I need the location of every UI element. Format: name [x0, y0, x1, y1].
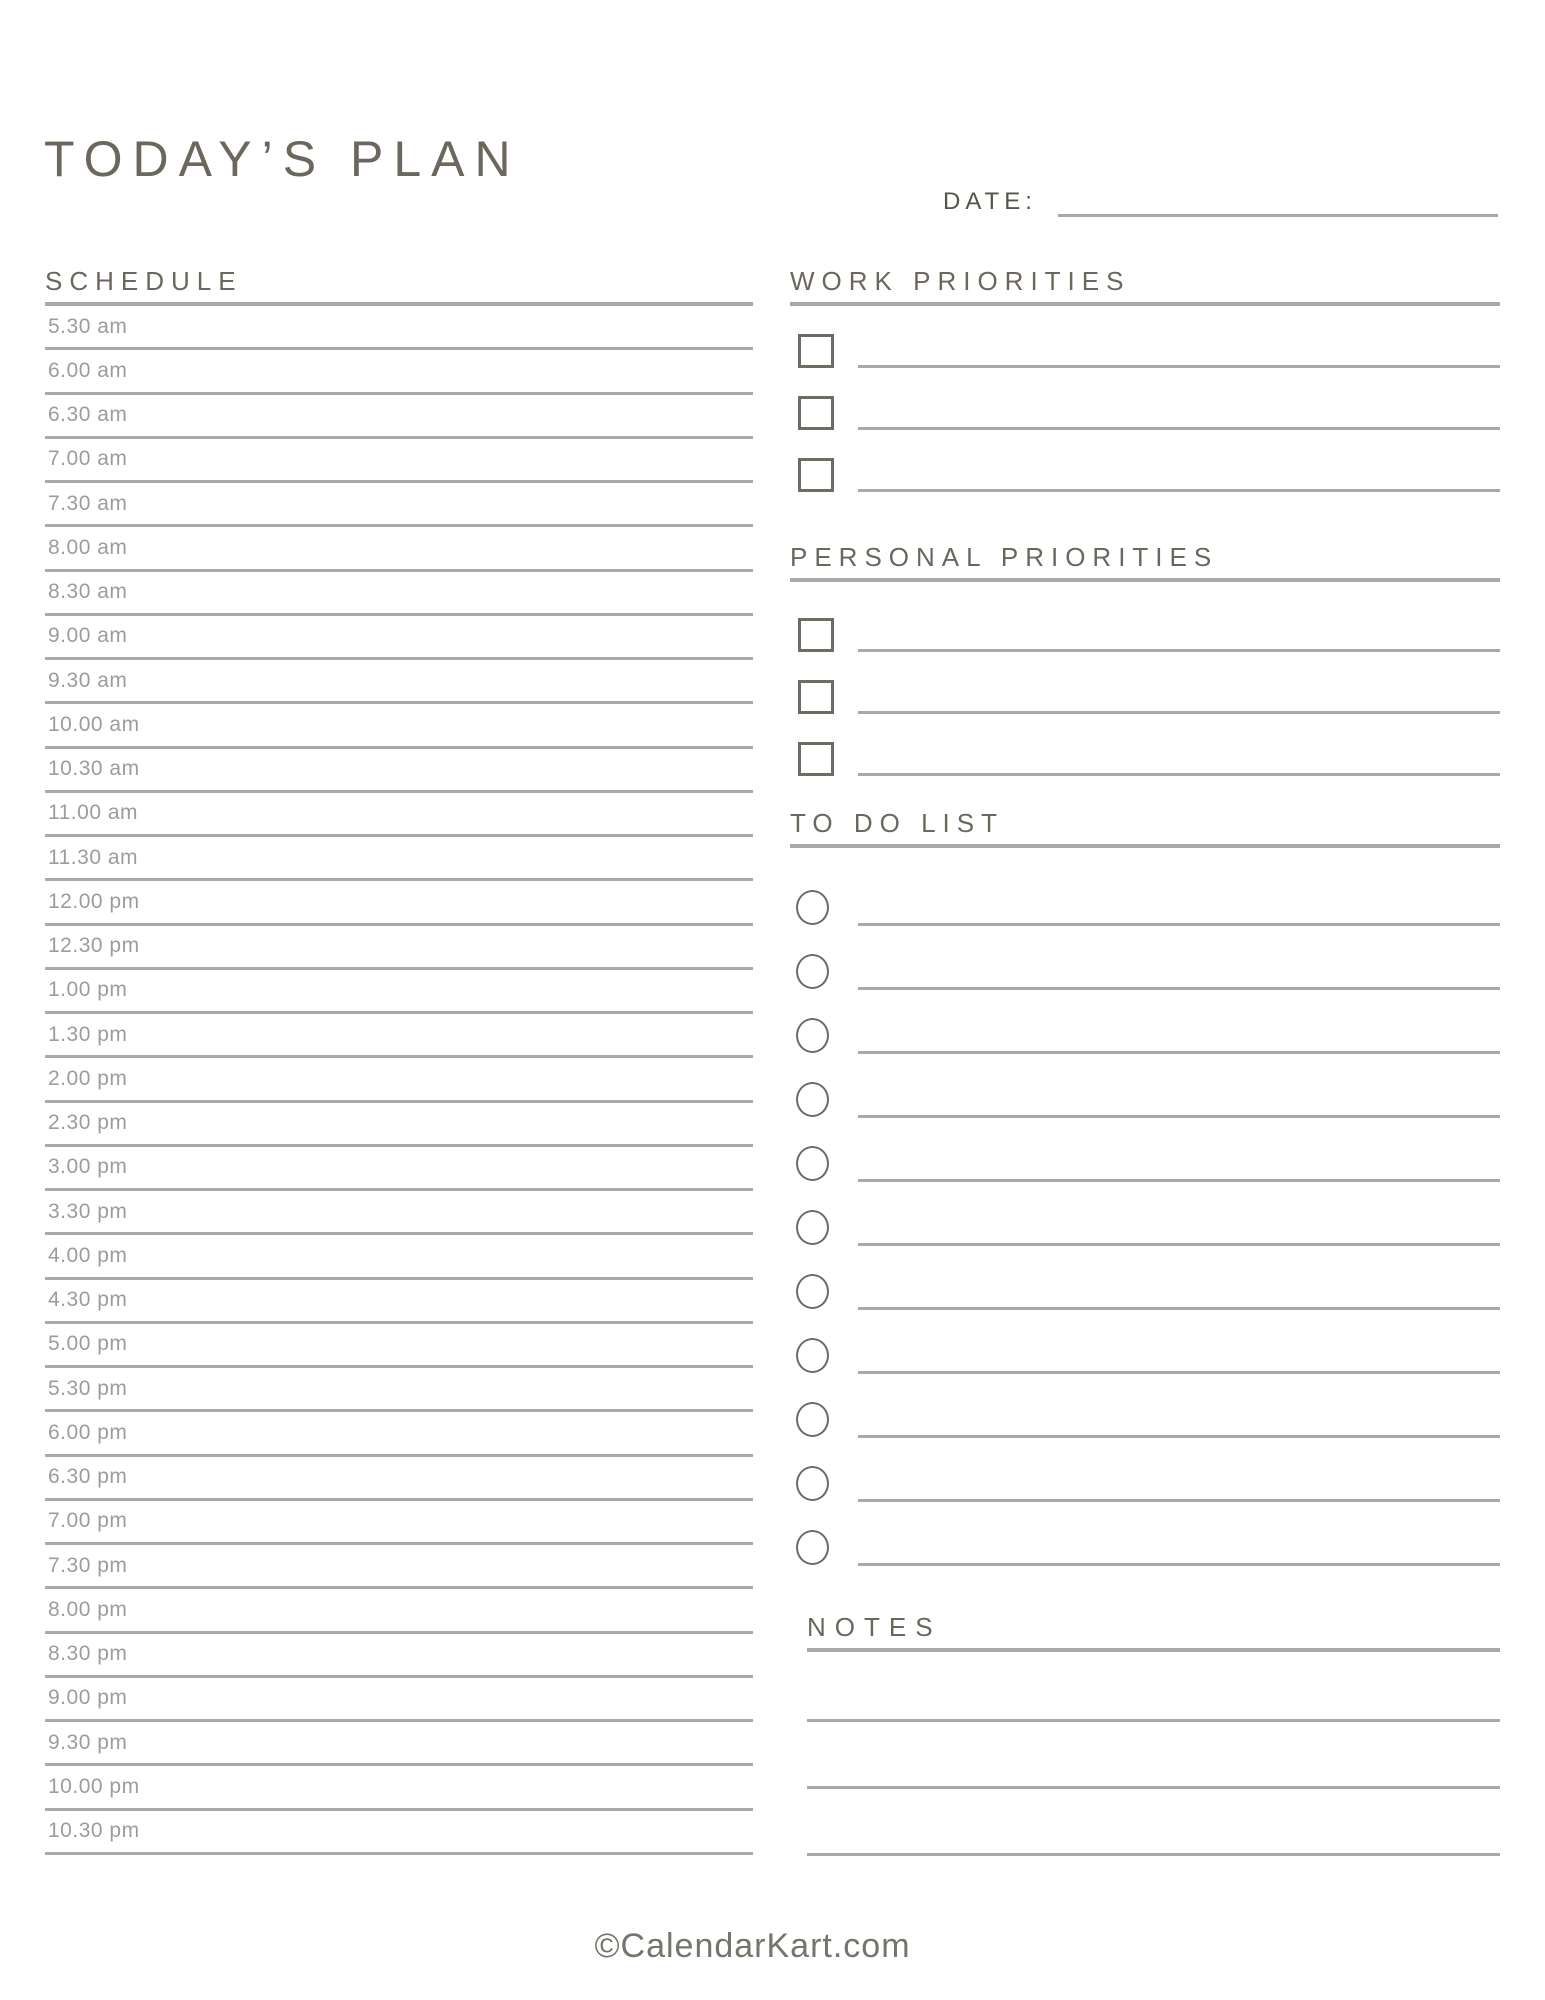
schedule-row[interactable] — [45, 970, 753, 1014]
todo-row — [790, 926, 1500, 990]
page-title: TODAY’S PLAN — [44, 131, 521, 187]
schedule-time-label: 9.30 pm — [48, 1730, 128, 1754]
schedule-time-label: 5.30 am — [48, 314, 128, 338]
schedule-time-label: 7.00 am — [48, 447, 128, 471]
work-priorities-heading: WORK PRIORITIES — [790, 266, 1500, 306]
schedule-time-label: 8.30 am — [48, 580, 128, 604]
schedule-time-label: 4.30 pm — [48, 1288, 128, 1312]
todo-row — [790, 1246, 1500, 1310]
date-input-line[interactable] — [1058, 214, 1498, 217]
schedule-row[interactable] — [45, 439, 753, 483]
schedule-time-label: 2.00 pm — [48, 1066, 128, 1090]
personal-priority-row — [790, 652, 1500, 714]
todo-circle-bullet[interactable] — [796, 1466, 829, 1501]
todo-row — [790, 990, 1500, 1054]
schedule-time-label: 9.00 pm — [48, 1686, 128, 1710]
todo-circle-bullet[interactable] — [796, 1530, 829, 1565]
schedule-time-label: 7.30 am — [48, 491, 128, 515]
schedule-row[interactable] — [45, 1811, 753, 1855]
todo-input-line[interactable] — [858, 1563, 1500, 1566]
schedule-row[interactable] — [45, 350, 753, 394]
schedule-row[interactable] — [45, 1722, 753, 1766]
schedule-row[interactable] — [45, 616, 753, 660]
schedule-time-label: 10.00 am — [48, 712, 140, 736]
personal-priority-row — [790, 714, 1500, 776]
schedule-time-label: 8.30 pm — [48, 1642, 128, 1666]
notes-input-line[interactable] — [807, 1789, 1500, 1856]
schedule-row[interactable] — [45, 572, 753, 616]
schedule-row[interactable] — [45, 1678, 753, 1722]
schedule-time-label: 2.30 pm — [48, 1111, 128, 1135]
todo-row — [790, 1374, 1500, 1438]
personal-priority-input-line[interactable] — [858, 773, 1500, 776]
schedule-row[interactable] — [45, 837, 753, 881]
work-priority-row — [790, 368, 1500, 430]
todo-circle-bullet[interactable] — [796, 1146, 829, 1181]
schedule-time-label: 12.00 pm — [48, 889, 140, 913]
work-priority-checkbox[interactable] — [798, 458, 834, 492]
schedule-row[interactable] — [45, 1324, 753, 1368]
schedule-time-label: 8.00 am — [48, 535, 128, 559]
schedule-time-label: 12.30 pm — [48, 934, 140, 958]
schedule-row[interactable] — [45, 1457, 753, 1501]
schedule-row[interactable] — [45, 1412, 753, 1456]
todo-row — [790, 1438, 1500, 1502]
todo-row — [790, 1502, 1500, 1566]
personal-priorities-rows — [790, 590, 1500, 776]
schedule-row[interactable] — [45, 1501, 753, 1545]
todo-circle-bullet[interactable] — [796, 890, 829, 925]
personal-priority-checkbox[interactable] — [798, 618, 834, 652]
work-priority-checkbox[interactable] — [798, 396, 834, 430]
todo-row — [790, 1310, 1500, 1374]
schedule-time-label: 11.00 am — [48, 801, 138, 825]
todo-rows — [790, 862, 1500, 1566]
schedule-row[interactable] — [45, 1014, 753, 1058]
notes-heading: NOTES — [807, 1612, 1500, 1652]
schedule-time-label: 11.30 am — [48, 845, 138, 869]
schedule-time-label: 3.30 pm — [48, 1199, 128, 1223]
schedule-time-label: 10.30 am — [48, 757, 140, 781]
date-label: DATE: — [943, 188, 1037, 215]
schedule-row[interactable] — [45, 527, 753, 571]
schedule-row[interactable] — [45, 1634, 753, 1678]
schedule-row[interactable] — [45, 1280, 753, 1324]
schedule-row[interactable] — [45, 1589, 753, 1633]
todo-row — [790, 862, 1500, 926]
schedule-time-label: 5.00 pm — [48, 1332, 128, 1356]
todo-heading: TO DO LIST — [790, 808, 1500, 848]
right-column — [790, 266, 1500, 1856]
schedule-time-label: 10.00 pm — [48, 1774, 140, 1798]
schedule-section — [45, 266, 753, 1855]
personal-priority-checkbox[interactable] — [798, 742, 834, 776]
schedule-time-label: 9.30 am — [48, 668, 128, 692]
schedule-row[interactable] — [45, 704, 753, 748]
schedule-heading: SCHEDULE — [45, 266, 753, 306]
work-priority-row — [790, 306, 1500, 368]
schedule-row[interactable] — [45, 1191, 753, 1235]
personal-priority-checkbox[interactable] — [798, 680, 834, 714]
schedule-time-label: 6.00 am — [48, 358, 128, 382]
schedule-row[interactable] — [45, 793, 753, 837]
todo-circle-bullet[interactable] — [796, 954, 829, 989]
schedule-time-label: 8.00 pm — [48, 1597, 128, 1621]
schedule-row[interactable] — [45, 1235, 753, 1279]
schedule-row[interactable] — [45, 306, 753, 350]
footer-credit: ©CalendarKart.com — [594, 1927, 911, 1965]
schedule-row[interactable] — [45, 395, 753, 439]
schedule-time-label: 7.00 pm — [48, 1509, 128, 1533]
schedule-time-label: 9.00 am — [48, 624, 128, 648]
schedule-row[interactable] — [45, 881, 753, 925]
schedule-time-label: 3.00 pm — [48, 1155, 128, 1179]
todo-circle-bullet[interactable] — [796, 1210, 829, 1245]
schedule-row[interactable] — [45, 1058, 753, 1102]
todo-circle-bullet[interactable] — [796, 1018, 829, 1053]
schedule-row[interactable] — [45, 749, 753, 793]
todo-circle-bullet[interactable] — [796, 1274, 829, 1309]
schedule-row[interactable] — [45, 1368, 753, 1412]
schedule-row[interactable] — [45, 1103, 753, 1147]
work-priority-input-line[interactable] — [858, 489, 1500, 492]
personal-priorities-heading: PERSONAL PRIORITIES — [790, 542, 1500, 582]
notes-input-line[interactable] — [807, 1655, 1500, 1722]
todo-circle-bullet[interactable] — [796, 1338, 829, 1373]
notes-lines — [807, 1655, 1500, 1856]
todo-circle-bullet[interactable] — [796, 1402, 829, 1437]
work-priorities-rows — [790, 306, 1500, 492]
todo-row — [790, 1118, 1500, 1182]
notes-input-line[interactable] — [807, 1722, 1500, 1789]
schedule-row[interactable] — [45, 1545, 753, 1589]
schedule-row[interactable] — [45, 1147, 753, 1191]
schedule-row[interactable] — [45, 1766, 753, 1810]
schedule-time-label: 1.00 pm — [48, 978, 128, 1002]
schedule-rows — [45, 306, 753, 1855]
schedule-row[interactable] — [45, 483, 753, 527]
work-priority-row — [790, 430, 1500, 492]
work-priority-checkbox[interactable] — [798, 334, 834, 368]
todo-row — [790, 1182, 1500, 1246]
schedule-time-label: 10.30 pm — [48, 1819, 140, 1843]
schedule-time-label: 6.30 pm — [48, 1465, 128, 1489]
todo-circle-bullet[interactable] — [796, 1082, 829, 1117]
schedule-time-label: 6.30 am — [48, 403, 128, 427]
schedule-time-label: 7.30 pm — [48, 1553, 128, 1577]
schedule-time-label: 4.00 pm — [48, 1243, 128, 1267]
todo-row — [790, 1054, 1500, 1118]
schedule-row[interactable] — [45, 926, 753, 970]
schedule-row[interactable] — [45, 660, 753, 704]
schedule-time-label: 6.00 pm — [48, 1420, 128, 1444]
schedule-time-label: 1.30 pm — [48, 1022, 128, 1046]
personal-priority-row — [790, 590, 1500, 652]
schedule-time-label: 5.30 pm — [48, 1376, 128, 1400]
